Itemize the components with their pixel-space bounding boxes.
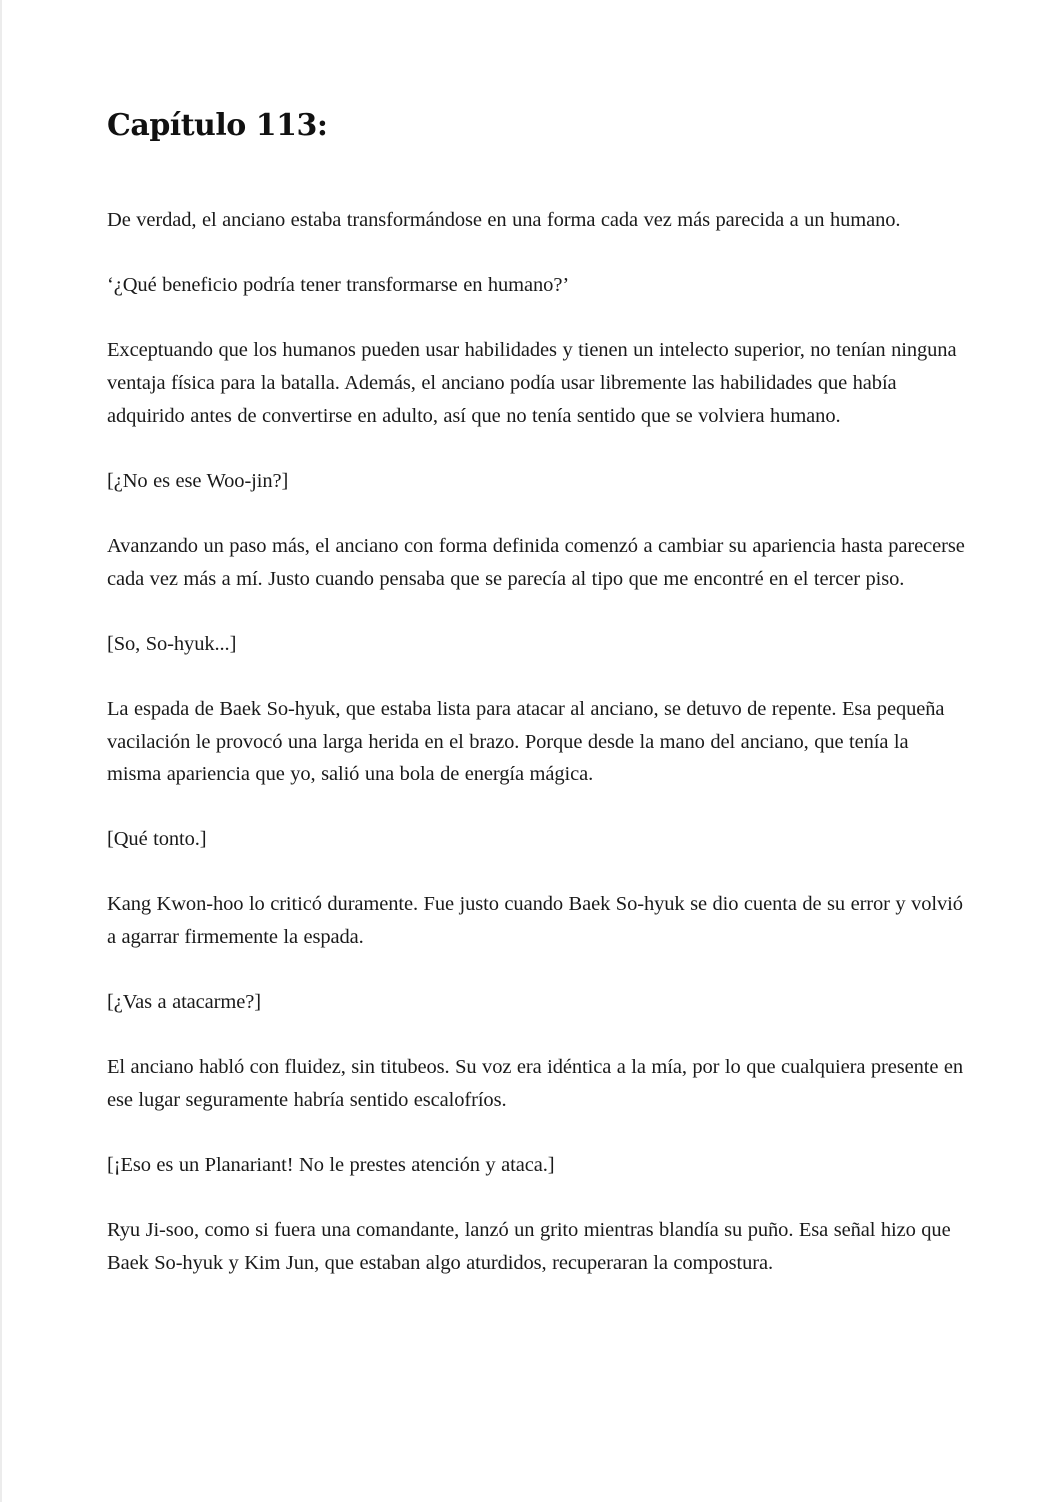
paragraph: [¿Vas a atacarme?] xyxy=(107,991,261,1014)
paragraph: [¡Eso es un Planariant! No le prestes atención y ataca.] xyxy=(107,1154,555,1177)
paragraph: La espada de Baek So-hyuk, que estaba lista para atacar al anciano, se detuvo de repente. Esa pequeña vacilación le provocó una larga herida en el brazo. Porque desde la mano del anciano, que tenía la misma apariencia que yo, salió una bola de energía mágica. xyxy=(107,697,945,786)
paragraph: Ryu Ji-soo, como si fuera una comandante, lanzó un grito mientras blandía su puño. Esa señal hizo que Baek So-hyuk y Kim Jun, que estaban algo aturdidos, recuperaran la compostura. xyxy=(107,1219,951,1274)
paragraph: Exceptuando que los humanos pueden usar habilidades y tienen un intelecto superior, no tenían ninguna ventaja física para la batalla. Además, el anciano podía usar libremente las habilidades que había adquirido antes de convertirse en adulto, así que no tenía sentido que se volviera humano. xyxy=(107,339,957,427)
paragraph: [Qué tonto.] xyxy=(107,828,207,851)
document-page xyxy=(107,104,967,1312)
paragraph: Kang Kwon-hoo lo criticó duramente. Fue justo cuando Baek So-hyuk se dio cuenta de su error y volvió a agarrar firmemente la espada. xyxy=(107,893,963,949)
chapter-title: Capítulo 113: xyxy=(107,108,328,143)
paragraph: De verdad, el anciano estaba transformándose en una forma cada vez más parecida a un humano. xyxy=(107,209,901,231)
paragraph: Avanzando un paso más, el anciano con forma definida comenzó a cambiar su apariencia hasta parecerse cada vez más a mí. Justo cuando pensaba que se parecía al tipo que me encontré en el tercer piso. xyxy=(107,534,965,590)
paragraph: [So, So-hyuk...] xyxy=(107,632,237,655)
paragraph: ‘¿Qué beneficio podría tener transformarse en humano?’ xyxy=(107,274,570,297)
paragraph: [¿No es ese Woo-jin?] xyxy=(107,469,289,492)
paragraph: El anciano habló con fluidez, sin titubeos. Su voz era idéntica a la mía, por lo que cualquiera presente en ese lugar seguramente habría sentido escalofríos. xyxy=(107,1056,964,1112)
